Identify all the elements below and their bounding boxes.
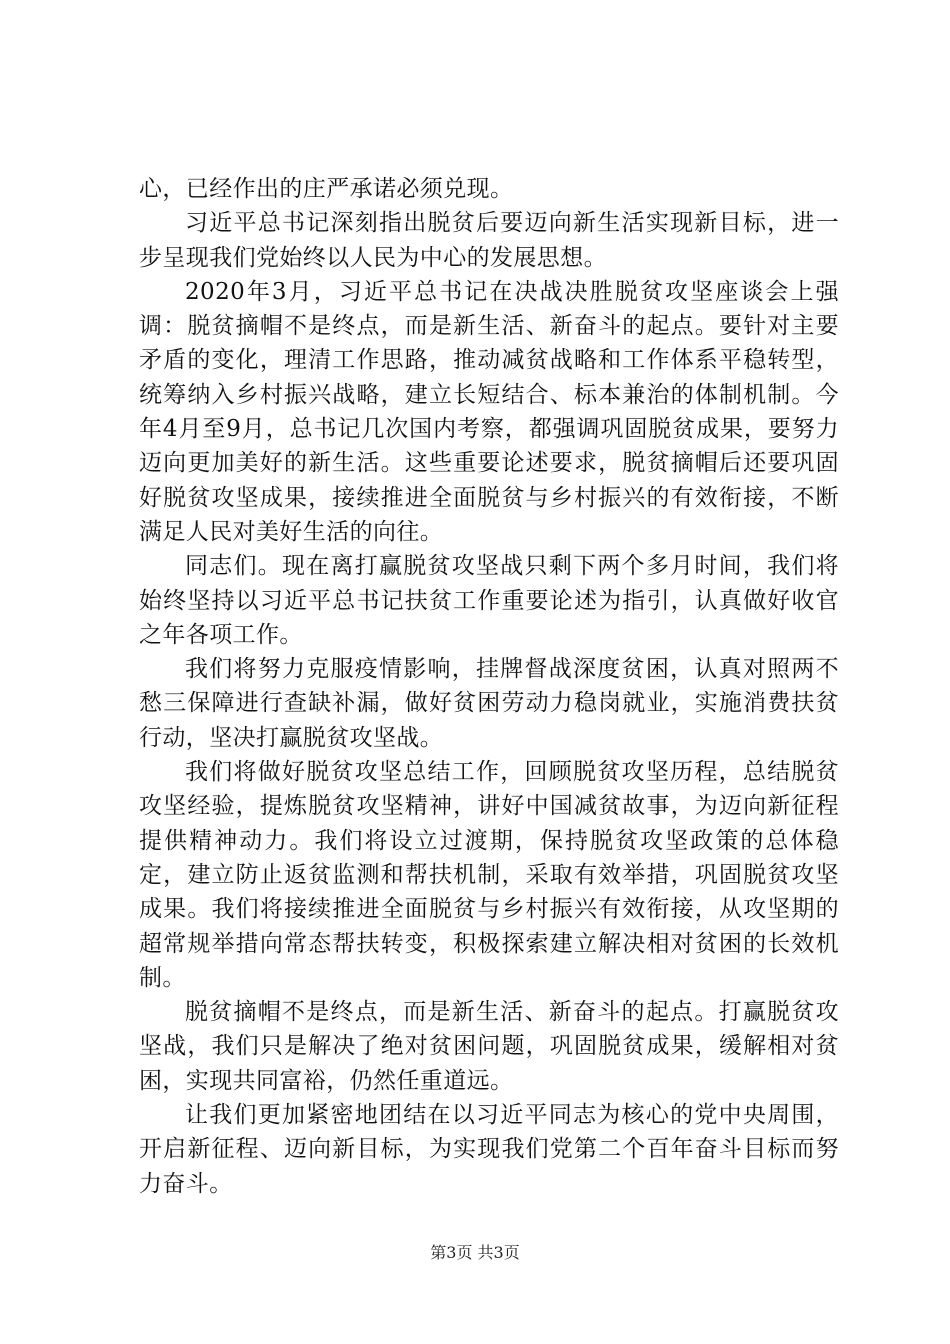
paragraph: 2020年3月，习近平总书记在决战决胜脱贫攻坚座谈会上强调：脱贫摘帽不是终点，而是新生活、新奋斗的起点。要针对主要矛盾的变化，理清工作思路，推动减贫战略和工作体系平稳转型，统筹纳入乡村振兴战略，建立长短结合、标本兼治的体制机制。今年4月至9月，总书记几次国内考察，都强调巩固脱贫成果，要努力迈向更加美好的新生活。这些重要论述要求，脱贫摘帽后还要巩固好脱贫攻坚成果，接续推进全面脱贫与乡村振兴的有效衔接，不断满足人民对美好生活的向往。	[139, 278, 839, 545]
paragraph: 脱贫摘帽不是终点，而是新生活、新奋斗的起点。打赢脱贫攻坚战，我们只是解决了绝对贫困问题，巩固脱贫成果，缓解相对贫困，实现共同富裕，仍然任重道远。	[139, 999, 839, 1094]
paragraph: 同志们。现在离打赢脱贫攻坚战只剩下两个多月时间，我们将始终坚持以习近平总书记扶贫工作重要论述为指引，认真做好收官之年各项工作。	[139, 553, 839, 648]
paragraph: 心，已经作出的庄严承诺必须兑现。	[139, 176, 514, 202]
page-number-footer: 第3页 共3页	[430, 1243, 520, 1262]
paragraph: 我们将做好脱贫攻坚总结工作，回顾脱贫攻坚历程，总结脱贫攻坚经验，提炼脱贫攻坚精神，讲好中国减贫故事，为迈向新征程提供精神动力。我们将设立过渡期，保持脱贫攻坚政策的总体稳定，建立防止返贫监测和帮扶机制，采取有效举措，巩固脱贫攻坚成果。我们将接续推进全面脱贫与乡村振兴有效衔接，从攻坚期的超常规举措向常态帮扶转变，积极探索建立解决相对贫困的长效机制。	[139, 759, 839, 991]
paragraph: 习近平总书记深刻指出脱贫后要迈向新生活实现新目标，进一步呈现我们党始终以人民为中心的发展思想。	[139, 210, 839, 271]
paragraph: 我们将努力克服疫情影响，挂牌督战深度贫困，认真对照两不愁三保障进行查缺补漏，做好贫困劳动力稳岗就业，实施消费扶贫行动，坚决打赢脱贫攻坚战。	[139, 656, 839, 751]
paragraph: 让我们更加紧密地团结在以习近平同志为核心的党中央周围，开启新征程、迈向新目标，为实现我们党第二个百年奋斗目标而努力奋斗。	[139, 1102, 839, 1197]
document-body	[139, 172, 839, 1201]
